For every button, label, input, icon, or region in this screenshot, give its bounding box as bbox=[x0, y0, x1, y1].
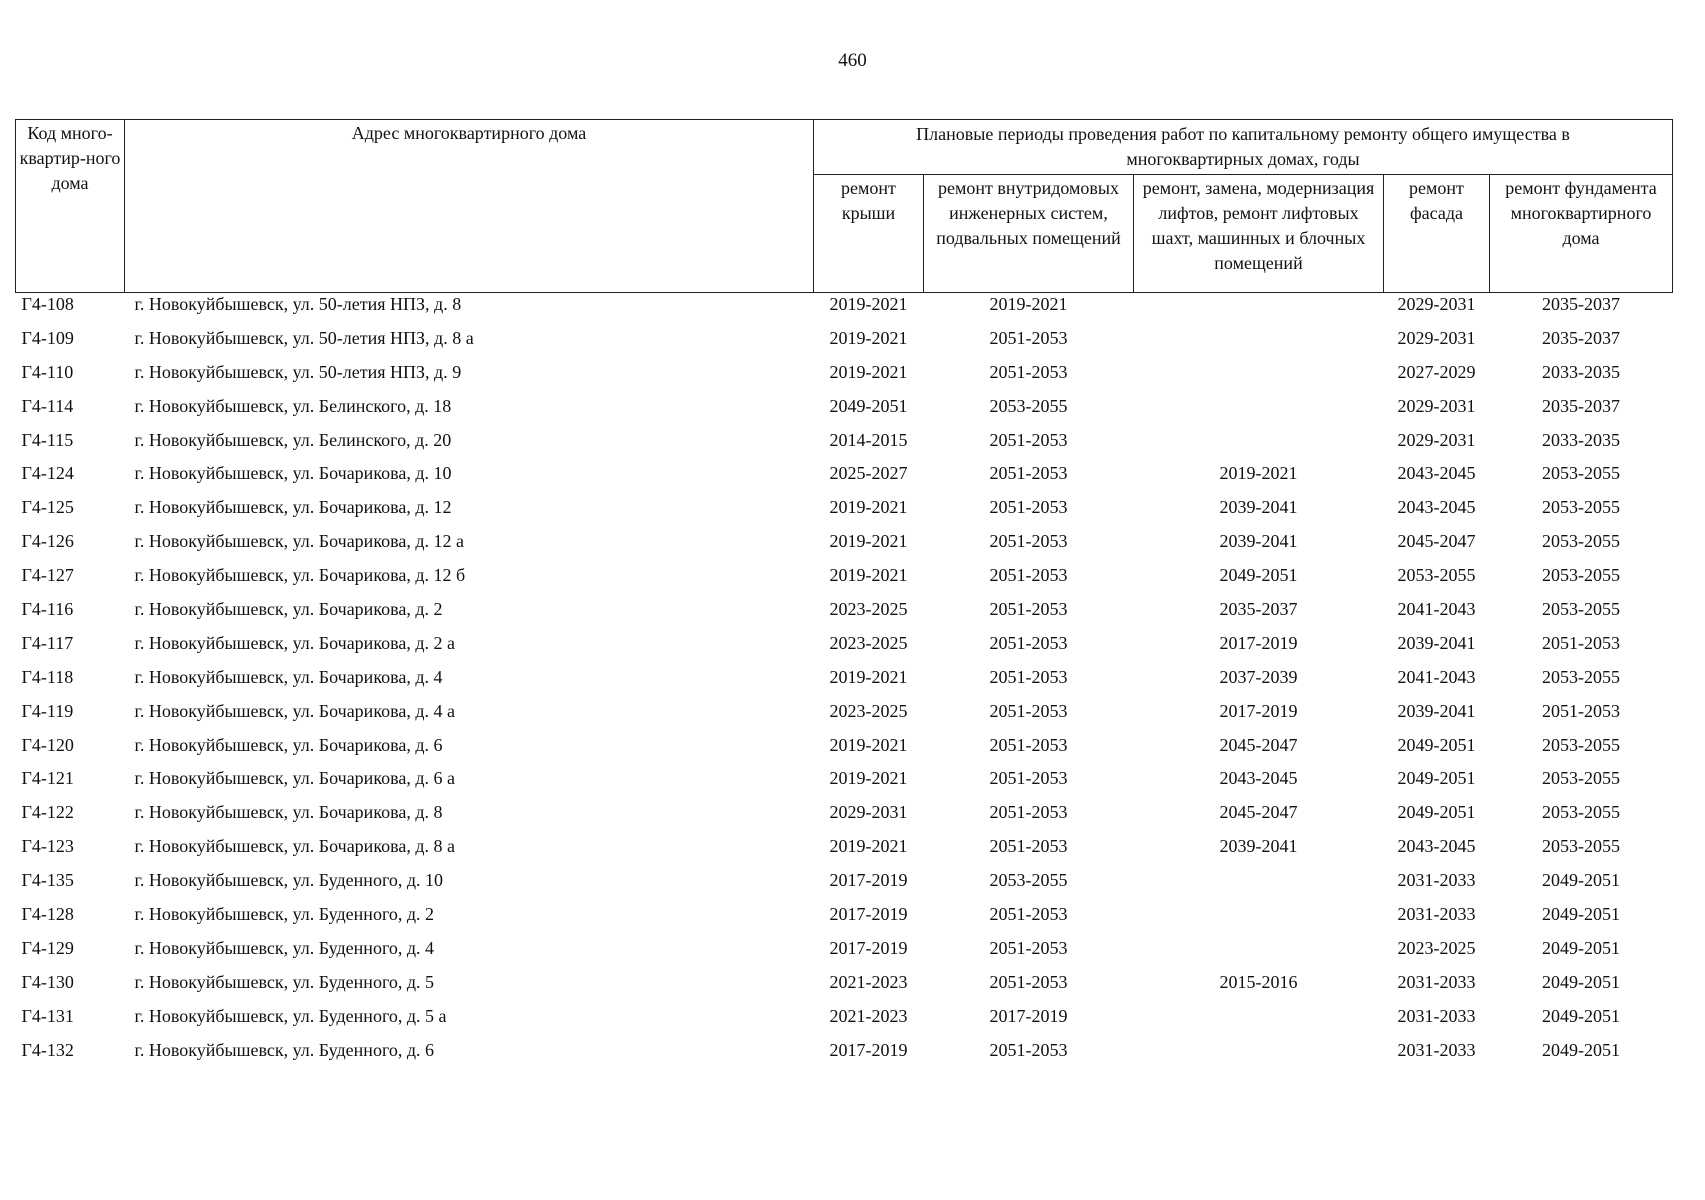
cell-code: Г4-121 bbox=[21, 768, 74, 789]
cell-address: г. Новокуйбышевск, ул. Буденного, д. 6 bbox=[134, 1039, 435, 1060]
cell-systems: 2017-2019 bbox=[989, 1005, 1068, 1026]
cell-code: Г4-130 bbox=[21, 971, 74, 992]
header-code: Код много-квартир-ного дома bbox=[16, 120, 125, 293]
cell-address: г. Новокуйбышевск, ул. Бочарикова, д. 2 bbox=[134, 599, 443, 620]
cell-code: Г4-120 bbox=[21, 734, 74, 755]
cell-address: г. Новокуйбышевск, ул. Буденного, д. 5 bbox=[134, 971, 435, 992]
cell-elevators: 2015-2016 bbox=[1219, 971, 1298, 992]
cell-systems: 2051-2053 bbox=[989, 700, 1068, 721]
cell-elevators bbox=[1134, 395, 1384, 429]
cell-code: Г4-110 bbox=[21, 361, 74, 382]
cell-elevators: 2043-2045 bbox=[1219, 768, 1298, 789]
cell-elevators: 2045-2047 bbox=[1219, 802, 1298, 823]
table-row bbox=[16, 462, 1673, 496]
cell-systems: 2051-2053 bbox=[989, 666, 1068, 687]
cell-elevators: 2039-2041 bbox=[1219, 497, 1298, 518]
cell-code: Г4-108 bbox=[21, 294, 74, 314]
cell-code: Г4-109 bbox=[21, 327, 74, 348]
table-header bbox=[16, 120, 1673, 293]
table-row bbox=[16, 971, 1673, 1005]
cell-systems: 2051-2053 bbox=[989, 497, 1068, 518]
cell-roof: 2023-2025 bbox=[829, 599, 908, 620]
table-row bbox=[16, 530, 1673, 564]
cell-facade: 2049-2051 bbox=[1397, 802, 1476, 823]
cell-foundation: 2053-2055 bbox=[1542, 802, 1620, 823]
cell-facade: 2053-2055 bbox=[1397, 565, 1476, 586]
cell-elevators bbox=[1134, 293, 1384, 327]
cell-elevators: 2039-2041 bbox=[1219, 836, 1298, 857]
cell-foundation: 2035-2037 bbox=[1542, 294, 1620, 314]
cell-foundation: 2049-2051 bbox=[1542, 1039, 1620, 1060]
cell-elevators: 2049-2051 bbox=[1219, 565, 1298, 586]
table-row bbox=[16, 835, 1673, 869]
cell-elevators: 2037-2039 bbox=[1219, 666, 1298, 687]
cell-elevators: 2019-2021 bbox=[1219, 463, 1298, 484]
cell-roof: 2019-2021 bbox=[829, 666, 908, 687]
cell-roof: 2019-2021 bbox=[829, 294, 908, 314]
cell-roof: 2021-2023 bbox=[829, 1005, 908, 1026]
repair-schedule-table bbox=[15, 119, 1673, 1072]
cell-foundation: 2053-2055 bbox=[1542, 599, 1620, 620]
cell-systems: 2051-2053 bbox=[989, 768, 1068, 789]
cell-facade: 2043-2045 bbox=[1397, 836, 1476, 857]
cell-elevators: 2035-2037 bbox=[1219, 599, 1298, 620]
cell-roof: 2014-2015 bbox=[829, 429, 908, 450]
table-row bbox=[16, 700, 1673, 734]
cell-systems: 2053-2055 bbox=[989, 870, 1068, 891]
cell-address: г. Новокуйбышевск, ул. Бочарикова, д. 10 bbox=[134, 463, 452, 484]
cell-roof: 2017-2019 bbox=[829, 1039, 908, 1060]
header-periods-group: Плановые периоды проведения работ по капитальному ремонту общего имущества в многоквартирных домах, годы bbox=[814, 120, 1673, 175]
cell-roof: 2019-2021 bbox=[829, 565, 908, 586]
cell-facade: 2029-2031 bbox=[1397, 429, 1476, 450]
cell-address: г. Новокуйбышевск, ул. Бочарикова, д. 4 bbox=[134, 666, 443, 687]
cell-roof: 2021-2023 bbox=[829, 971, 908, 992]
table-row bbox=[16, 361, 1673, 395]
cell-code: Г4-117 bbox=[21, 632, 74, 653]
table-row bbox=[16, 632, 1673, 666]
cell-elevators bbox=[1134, 937, 1384, 971]
header-foundation: ремонт фундамента многоквартирного дома bbox=[1490, 175, 1673, 293]
cell-foundation: 2051-2053 bbox=[1542, 632, 1620, 653]
table-row bbox=[16, 1039, 1673, 1073]
cell-facade: 2043-2045 bbox=[1397, 497, 1476, 518]
cell-systems: 2051-2053 bbox=[989, 361, 1068, 382]
cell-elevators: 2017-2019 bbox=[1219, 700, 1298, 721]
cell-roof: 2029-2031 bbox=[829, 802, 908, 823]
cell-systems: 2051-2053 bbox=[989, 632, 1068, 653]
cell-code: Г4-135 bbox=[21, 870, 74, 891]
cell-address: г. Новокуйбышевск, ул. 50-летия НПЗ, д. 8 а bbox=[134, 327, 474, 348]
table-body bbox=[16, 293, 1673, 1073]
cell-elevators bbox=[1134, 429, 1384, 463]
cell-address: г. Новокуйбышевск, ул. Буденного, д. 2 bbox=[134, 904, 435, 925]
cell-foundation: 2035-2037 bbox=[1542, 327, 1620, 348]
cell-foundation: 2053-2055 bbox=[1542, 768, 1620, 789]
cell-code: Г4-116 bbox=[21, 599, 74, 620]
table-row bbox=[16, 1005, 1673, 1039]
cell-roof: 2019-2021 bbox=[829, 361, 908, 382]
page-number: 460 bbox=[838, 50, 867, 71]
table-row bbox=[16, 496, 1673, 530]
cell-foundation: 2033-2035 bbox=[1542, 429, 1620, 450]
table-row bbox=[16, 395, 1673, 429]
cell-code: Г4-129 bbox=[21, 937, 74, 958]
table-row bbox=[16, 767, 1673, 801]
cell-address: г. Новокуйбышевск, ул. Белинского, д. 20 bbox=[134, 429, 452, 450]
cell-address: г. Новокуйбышевск, ул. Бочарикова, д. 6 bbox=[134, 734, 443, 755]
cell-address: г. Новокуйбышевск, ул. Бочарикова, д. 8 а bbox=[134, 836, 456, 857]
header-systems: ремонт внутридомовых инженерных систем, подвальных помещений bbox=[924, 175, 1134, 293]
cell-code: Г4-126 bbox=[21, 531, 74, 552]
cell-roof: 2025-2027 bbox=[829, 463, 908, 484]
cell-systems: 2051-2053 bbox=[989, 904, 1068, 925]
cell-code: Г4-131 bbox=[21, 1005, 74, 1026]
cell-foundation: 2049-2051 bbox=[1542, 1005, 1620, 1026]
table-row bbox=[16, 869, 1673, 903]
cell-foundation: 2049-2051 bbox=[1542, 870, 1620, 891]
cell-roof: 2019-2021 bbox=[829, 531, 908, 552]
cell-code: Г4-115 bbox=[21, 429, 74, 450]
cell-roof: 2017-2019 bbox=[829, 904, 908, 925]
cell-code: Г4-114 bbox=[21, 395, 74, 416]
cell-facade: 2049-2051 bbox=[1397, 768, 1476, 789]
cell-facade: 2029-2031 bbox=[1397, 327, 1476, 348]
cell-foundation: 2033-2035 bbox=[1542, 361, 1620, 382]
cell-systems: 2051-2053 bbox=[989, 734, 1068, 755]
cell-systems: 2051-2053 bbox=[989, 836, 1068, 857]
header-address: Адрес многоквартирного дома bbox=[125, 120, 814, 293]
cell-roof: 2019-2021 bbox=[829, 734, 908, 755]
cell-facade: 2049-2051 bbox=[1397, 734, 1476, 755]
cell-roof: 2023-2025 bbox=[829, 632, 908, 653]
cell-systems: 2051-2053 bbox=[989, 327, 1068, 348]
cell-roof: 2019-2021 bbox=[829, 497, 908, 518]
cell-foundation: 2053-2055 bbox=[1542, 666, 1620, 687]
cell-code: Г4-124 bbox=[21, 463, 74, 484]
cell-elevators: 2039-2041 bbox=[1219, 531, 1298, 552]
cell-foundation: 2049-2051 bbox=[1542, 937, 1620, 958]
cell-foundation: 2051-2053 bbox=[1542, 700, 1620, 721]
cell-code: Г4-132 bbox=[21, 1039, 74, 1060]
cell-elevators bbox=[1134, 1005, 1384, 1039]
table-row bbox=[16, 564, 1673, 598]
cell-address: г. Новокуйбышевск, ул. Буденного, д. 4 bbox=[134, 937, 435, 958]
cell-systems: 2051-2053 bbox=[989, 531, 1068, 552]
cell-facade: 2041-2043 bbox=[1397, 666, 1476, 687]
cell-roof: 2019-2021 bbox=[829, 327, 908, 348]
cell-address: г. Новокуйбышевск, ул. Белинского, д. 18 bbox=[134, 395, 452, 416]
cell-facade: 2045-2047 bbox=[1397, 531, 1476, 552]
table-row bbox=[16, 903, 1673, 937]
cell-facade: 2029-2031 bbox=[1397, 294, 1476, 314]
cell-foundation: 2053-2055 bbox=[1542, 463, 1620, 484]
cell-facade: 2027-2029 bbox=[1397, 361, 1476, 382]
cell-code: Г4-125 bbox=[21, 497, 74, 518]
cell-code: Г4-119 bbox=[21, 700, 74, 721]
cell-systems: 2051-2053 bbox=[989, 565, 1068, 586]
cell-roof: 2049-2051 bbox=[829, 395, 908, 416]
table-row bbox=[16, 429, 1673, 463]
cell-address: г. Новокуйбышевск, ул. Бочарикова, д. 12 б bbox=[134, 565, 466, 586]
cell-systems: 2051-2053 bbox=[989, 802, 1068, 823]
cell-facade: 2031-2033 bbox=[1397, 1039, 1476, 1060]
cell-facade: 2023-2025 bbox=[1397, 937, 1476, 958]
cell-address: г. Новокуйбышевск, ул. 50-летия НПЗ, д. 8 bbox=[134, 294, 462, 314]
cell-address: г. Новокуйбышевск, ул. Бочарикова, д. 12 а bbox=[134, 531, 465, 552]
cell-systems: 2051-2053 bbox=[989, 971, 1068, 992]
cell-systems: 2019-2021 bbox=[989, 294, 1068, 314]
cell-systems: 2051-2053 bbox=[989, 937, 1068, 958]
cell-address: г. Новокуйбышевск, ул. Бочарикова, д. 6 а bbox=[134, 768, 456, 789]
cell-address: г. Новокуйбышевск, ул. Буденного, д. 5 а bbox=[134, 1005, 447, 1026]
cell-systems: 2051-2053 bbox=[989, 463, 1068, 484]
cell-foundation: 2049-2051 bbox=[1542, 971, 1620, 992]
cell-systems: 2051-2053 bbox=[989, 599, 1068, 620]
header-roof: ремонт крыши bbox=[814, 175, 924, 293]
cell-facade: 2031-2033 bbox=[1397, 971, 1476, 992]
cell-foundation: 2053-2055 bbox=[1542, 531, 1620, 552]
cell-roof: 2017-2019 bbox=[829, 870, 908, 891]
cell-elevators: 2017-2019 bbox=[1219, 632, 1298, 653]
table-row bbox=[16, 293, 1673, 327]
cell-roof: 2019-2021 bbox=[829, 836, 908, 857]
cell-code: Г4-122 bbox=[21, 802, 74, 823]
cell-roof: 2023-2025 bbox=[829, 700, 908, 721]
cell-code: Г4-123 bbox=[21, 836, 74, 857]
cell-facade: 2043-2045 bbox=[1397, 463, 1476, 484]
cell-address: г. Новокуйбышевск, ул. 50-летия НПЗ, д. 9 bbox=[134, 361, 462, 382]
table-row bbox=[16, 666, 1673, 700]
cell-facade: 2041-2043 bbox=[1397, 599, 1476, 620]
table-row bbox=[16, 734, 1673, 768]
cell-systems: 2053-2055 bbox=[989, 395, 1068, 416]
cell-systems: 2051-2053 bbox=[989, 429, 1068, 450]
cell-facade: 2039-2041 bbox=[1397, 632, 1476, 653]
cell-facade: 2031-2033 bbox=[1397, 904, 1476, 925]
cell-address: г. Новокуйбышевск, ул. Бочарикова, д. 2 а bbox=[134, 632, 456, 653]
cell-elevators bbox=[1134, 327, 1384, 361]
cell-address: г. Новокуйбышевск, ул. Бочарикова, д. 8 bbox=[134, 802, 443, 823]
table-row bbox=[16, 801, 1673, 835]
cell-address: г. Новокуйбышевск, ул. Бочарикова, д. 4 а bbox=[134, 700, 456, 721]
cell-foundation: 2035-2037 bbox=[1542, 395, 1620, 416]
cell-elevators bbox=[1134, 361, 1384, 395]
cell-elevators bbox=[1134, 869, 1384, 903]
header-elevators: ремонт, замена, модернизация лифтов, ремонт лифтовых шахт, машинных и блочных помещений bbox=[1134, 175, 1384, 293]
cell-roof: 2019-2021 bbox=[829, 768, 908, 789]
table-row bbox=[16, 327, 1673, 361]
cell-foundation: 2053-2055 bbox=[1542, 565, 1620, 586]
cell-elevators: 2045-2047 bbox=[1219, 734, 1298, 755]
cell-address: г. Новокуйбышевск, ул. Бочарикова, д. 12 bbox=[134, 497, 452, 518]
cell-roof: 2017-2019 bbox=[829, 937, 908, 958]
cell-address: г. Новокуйбышевск, ул. Буденного, д. 10 bbox=[134, 870, 444, 891]
header-facade: ремонт фасада bbox=[1384, 175, 1490, 293]
cell-code: Г4-127 bbox=[21, 565, 74, 586]
cell-systems: 2051-2053 bbox=[989, 1039, 1068, 1060]
cell-code: Г4-128 bbox=[21, 904, 74, 925]
cell-facade: 2031-2033 bbox=[1397, 1005, 1476, 1026]
cell-foundation: 2049-2051 bbox=[1542, 904, 1620, 925]
cell-facade: 2029-2031 bbox=[1397, 395, 1476, 416]
cell-foundation: 2053-2055 bbox=[1542, 734, 1620, 755]
cell-foundation: 2053-2055 bbox=[1542, 836, 1620, 857]
cell-foundation: 2053-2055 bbox=[1542, 497, 1620, 518]
cell-code: Г4-118 bbox=[21, 666, 74, 687]
cell-elevators bbox=[1134, 1039, 1384, 1073]
cell-facade: 2031-2033 bbox=[1397, 870, 1476, 891]
table-row bbox=[16, 937, 1673, 971]
cell-elevators bbox=[1134, 903, 1384, 937]
cell-facade: 2039-2041 bbox=[1397, 700, 1476, 721]
table-row bbox=[16, 598, 1673, 632]
